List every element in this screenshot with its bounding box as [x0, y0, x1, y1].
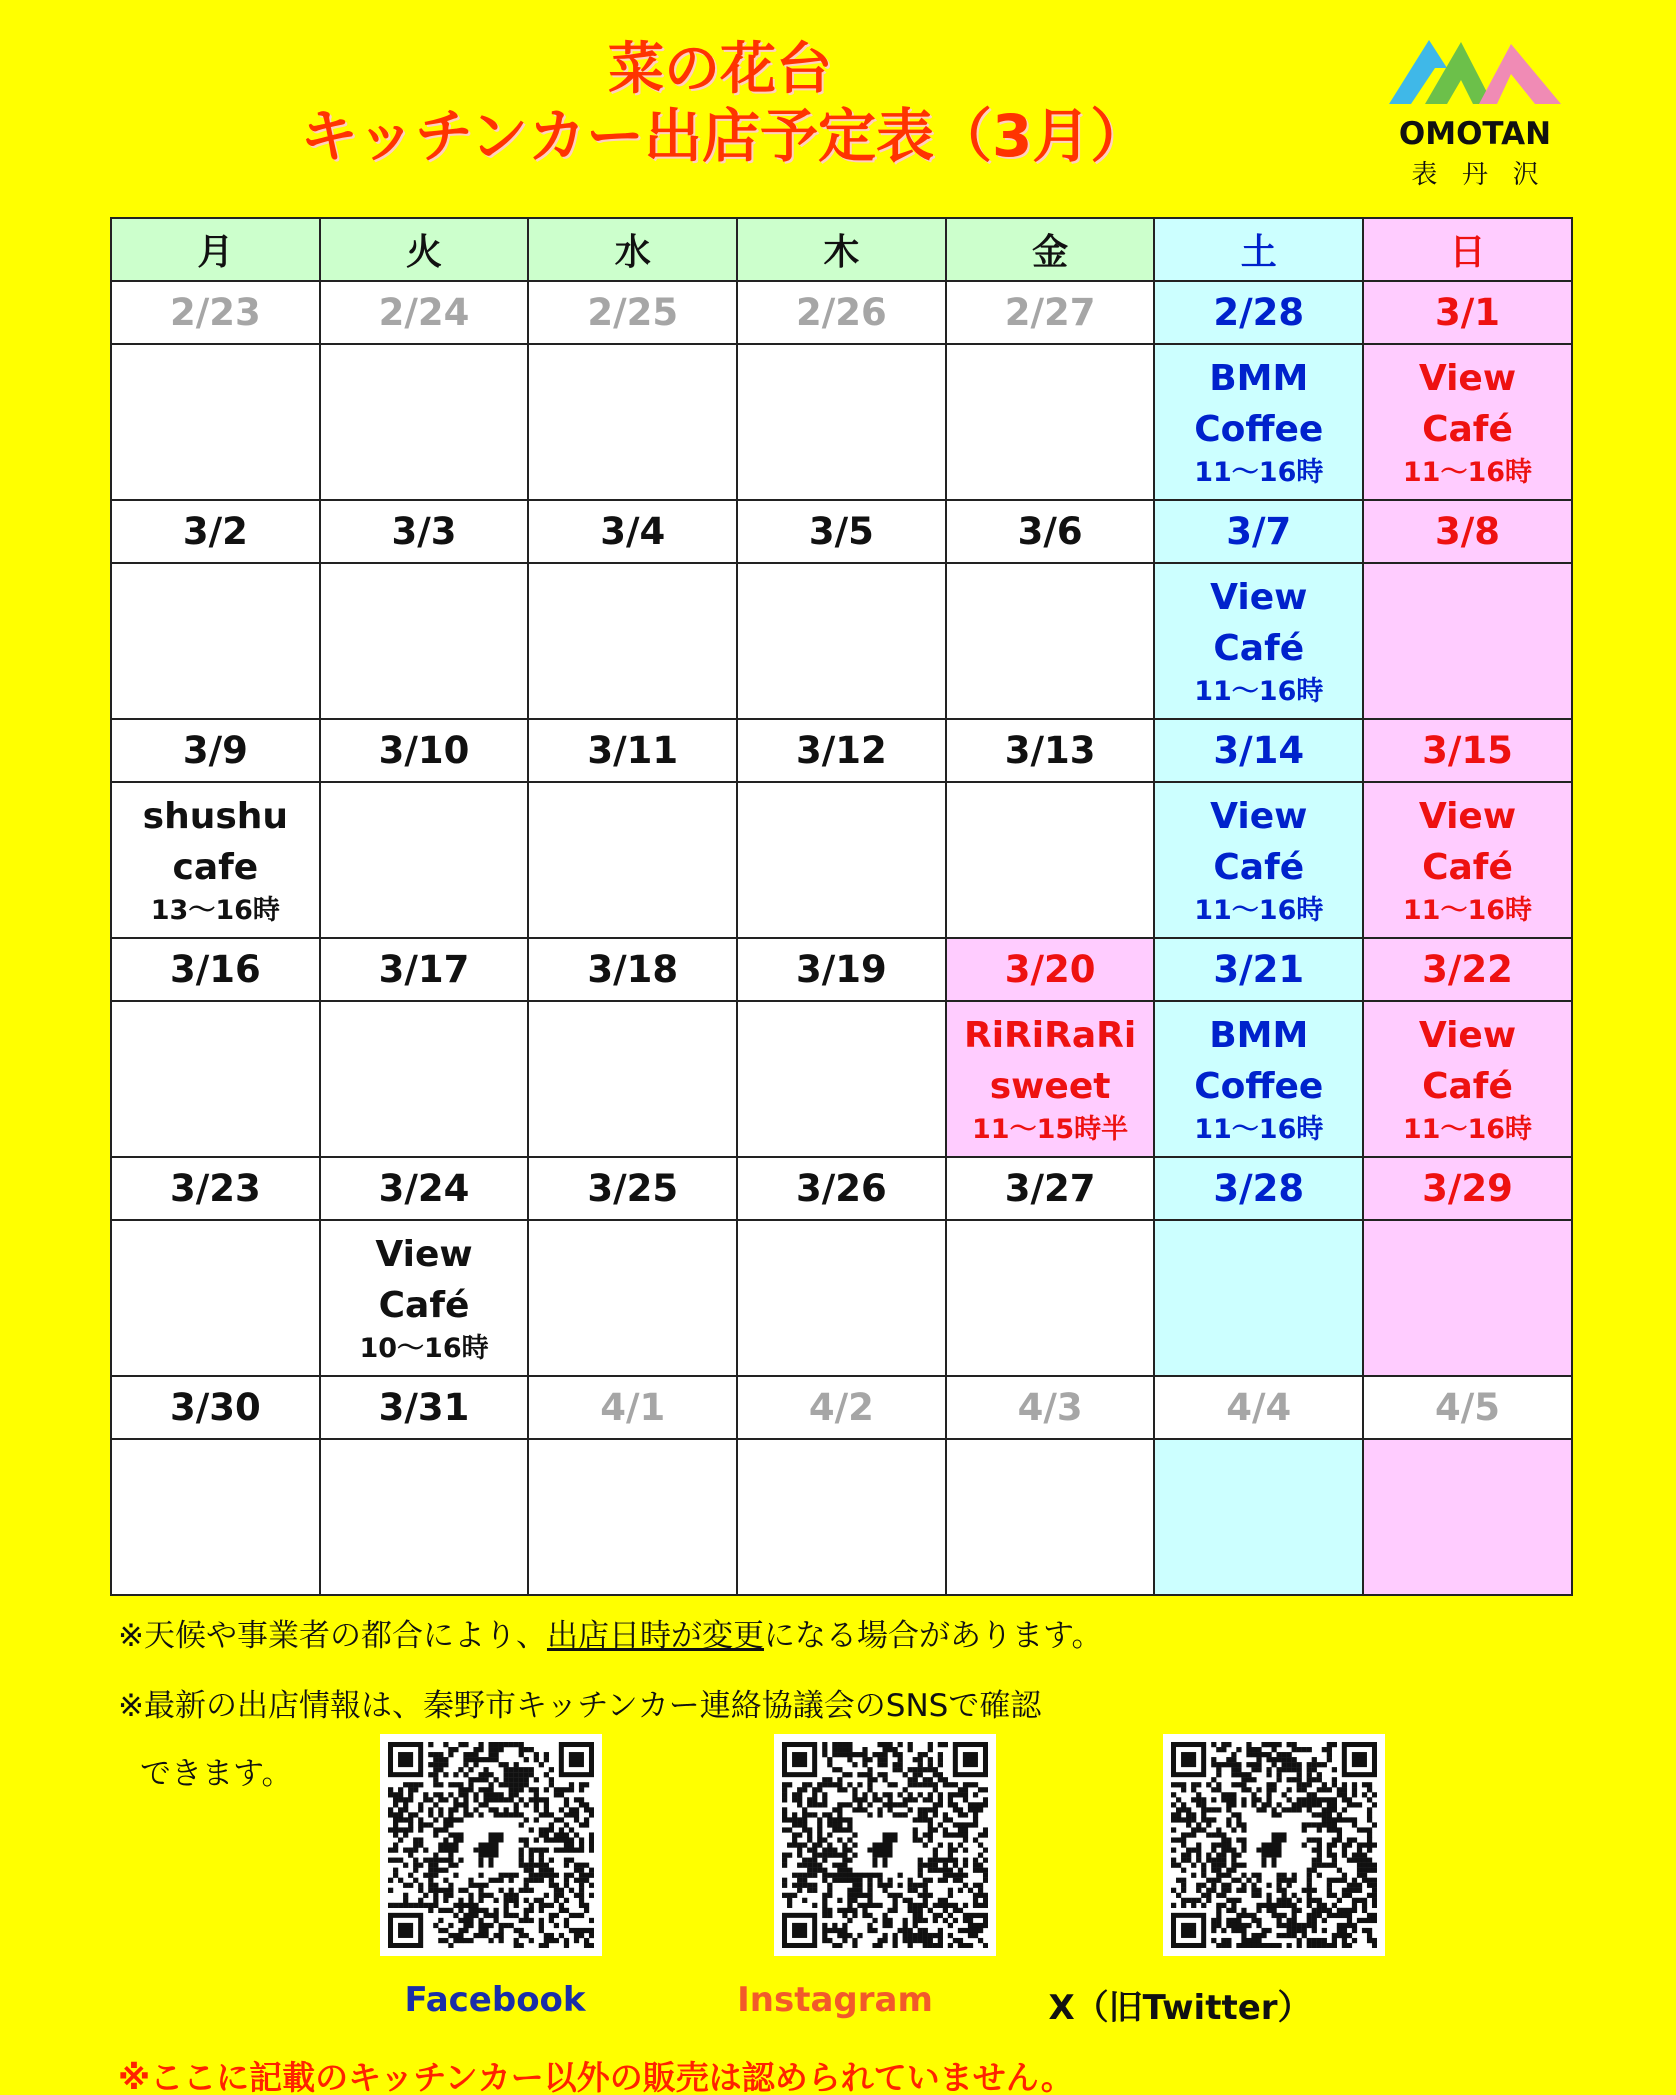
date-cell: 2/26: [737, 281, 946, 344]
qr-code-icon: [388, 1742, 594, 1948]
date-cell: 3/14: [1154, 719, 1363, 782]
weekday-sat: 土: [1154, 218, 1363, 281]
vendor-name-line-1: View: [1418, 1015, 1517, 1056]
vendor-name-line-1: View: [1418, 796, 1517, 837]
weekday-wed: 水: [528, 218, 737, 281]
date-cell: 2/23: [111, 281, 320, 344]
note-change-underlined: 出店日時が変更: [546, 1618, 764, 1654]
date-cell: 3/13: [946, 719, 1155, 782]
date-cell: 3/27: [946, 1157, 1155, 1220]
mountain-logo-icon: [1385, 30, 1565, 114]
vendor-cell-empty: [528, 782, 737, 938]
vendor-cell-empty: [737, 1001, 946, 1157]
vendor-cell-empty: [111, 1001, 320, 1157]
vendor-cell-empty: [737, 1439, 946, 1595]
vendor-row: [111, 344, 1572, 500]
vendor-name-line-2: Café: [1422, 1066, 1513, 1107]
schedule-calendar: [110, 217, 1573, 1596]
vendor-cell-empty: [1154, 1439, 1363, 1595]
vendor-name-line-1: View: [1210, 796, 1308, 837]
vendor-cell-empty: [946, 782, 1155, 938]
date-cell: 3/17: [320, 938, 529, 1001]
title-line-1: 菜の花台: [608, 37, 832, 102]
date-cell: 3/30: [111, 1376, 320, 1439]
weekday-header-row: [111, 218, 1572, 281]
vendor-cell-empty: [528, 1220, 737, 1376]
vendor-name-line-1: View: [375, 1234, 473, 1275]
date-cell: 3/21: [1154, 938, 1363, 1001]
qr-code-icon: [1171, 1742, 1377, 1948]
date-cell: 3/26: [737, 1157, 946, 1220]
vendor-cell-empty: [320, 1001, 529, 1157]
vendor-name-line-1: BMM: [1209, 1015, 1309, 1056]
date-cell: 3/20: [946, 938, 1155, 1001]
logo-kanji-1: 表: [1411, 160, 1438, 190]
vendor-cell-empty: [111, 563, 320, 719]
date-cell: 4/1: [528, 1376, 737, 1439]
vendor-cell-empty: [320, 344, 529, 500]
date-cell: 3/3: [320, 500, 529, 563]
logo-kanji-3: 沢: [1512, 160, 1539, 190]
vendor-cell: [1154, 563, 1363, 719]
note-sns-cont: できます。: [140, 1756, 293, 1792]
vendor-cell-empty: [737, 1220, 946, 1376]
vendor-hours: 11～15時半: [972, 1114, 1129, 1145]
date-cell: 3/12: [737, 719, 946, 782]
warning-text: ※ここに記載のキッチンカー以外の販売は認められていません。: [118, 2058, 1074, 2095]
date-cell: 3/9: [111, 719, 320, 782]
date-row: [111, 1157, 1572, 1220]
date-cell: 3/18: [528, 938, 737, 1001]
vendor-cell-empty: [111, 344, 320, 500]
facebook-label[interactable]: Facebook: [404, 1980, 586, 2020]
vendor-cell-empty: [111, 1220, 320, 1376]
vendor-cell-empty: [111, 1439, 320, 1595]
facebook-qr-code[interactable]: [380, 1734, 602, 1956]
vendor-row: [111, 1001, 1572, 1157]
date-cell: 3/15: [1363, 719, 1572, 782]
vendor-cell: [111, 782, 320, 938]
date-cell: 3/1: [1363, 281, 1572, 344]
weekday-sun: 日: [1363, 218, 1572, 281]
vendor-hours: 11～16時: [1194, 676, 1324, 707]
vendor-hours: 13～16時: [150, 895, 280, 926]
x-twitter-label[interactable]: X（旧Twitter）: [1048, 1988, 1312, 2028]
date-cell: 3/19: [737, 938, 946, 1001]
vendor-cell-empty: [528, 1439, 737, 1595]
vendor-name-line-1: View: [1210, 577, 1308, 618]
note-change: [118, 1610, 1103, 1655]
vendor-cell-empty: [320, 1439, 529, 1595]
vendor-cell-empty: [528, 563, 737, 719]
title-line-2: キッチンカー出店予定表（3月）: [300, 102, 1149, 170]
vendor-cell-empty: [737, 782, 946, 938]
weekday-mon: 月: [111, 218, 320, 281]
vendor-cell-empty: [946, 563, 1155, 719]
date-cell: 3/10: [320, 719, 529, 782]
vendor-hours: 11～16時: [1194, 1114, 1324, 1145]
date-row: [111, 938, 1572, 1001]
weekday-tue: 火: [320, 218, 529, 281]
vendor-hours: 11～16時: [1194, 457, 1324, 488]
vendor-cell: [1363, 782, 1572, 938]
vendor-name-line-2: Café: [378, 1285, 470, 1326]
vendor-name-line-2: Café: [1422, 409, 1513, 450]
vendor-hours: 11～16時: [1194, 895, 1324, 926]
date-cell: 2/25: [528, 281, 737, 344]
date-cell: 3/22: [1363, 938, 1572, 1001]
logo-word: OMOTAN: [1398, 116, 1552, 152]
vendor-row: [111, 563, 1572, 719]
date-row: [111, 500, 1572, 563]
vendor-hours: 11～16時: [1402, 457, 1533, 488]
weekday-fri: 金: [946, 218, 1155, 281]
vendor-name-line-1: shushu: [142, 796, 289, 837]
x-twitter-qr-code[interactable]: [1163, 1734, 1385, 1956]
date-cell: 4/2: [737, 1376, 946, 1439]
omotan-logo: [1385, 30, 1565, 190]
vendor-hours: 11～16時: [1402, 895, 1533, 926]
date-cell: 3/25: [528, 1157, 737, 1220]
vendor-cell-empty: [946, 1220, 1155, 1376]
vendor-name-line-2: Coffee: [1194, 1066, 1324, 1107]
date-cell: 3/4: [528, 500, 737, 563]
date-row: [111, 1376, 1572, 1439]
vendor-hours: 10～16時: [359, 1333, 489, 1364]
vendor-cell: [320, 1220, 529, 1376]
date-row: [111, 281, 1572, 344]
date-cell: 2/27: [946, 281, 1155, 344]
date-cell: 3/7: [1154, 500, 1363, 563]
page-title: [300, 38, 1380, 170]
vendor-cell: [946, 1001, 1155, 1157]
date-cell: 3/8: [1363, 500, 1572, 563]
vendor-cell-empty: [528, 344, 737, 500]
instagram-qr-code[interactable]: [774, 1734, 996, 1956]
date-cell: 3/6: [946, 500, 1155, 563]
vendor-name-line-2: Coffee: [1194, 409, 1324, 450]
logo-kanji: [1385, 154, 1565, 191]
vendor-cell-empty: [946, 1439, 1155, 1595]
instagram-label[interactable]: Instagram: [737, 1980, 933, 2020]
vendor-name-line-1: View: [1418, 358, 1517, 399]
vendor-cell-empty: [320, 782, 529, 938]
date-cell: 2/28: [1154, 281, 1363, 344]
date-cell: 3/24: [320, 1157, 529, 1220]
vendor-name-line-2: Café: [1422, 847, 1513, 888]
logo-kanji-2: 丹: [1461, 160, 1488, 190]
date-cell: 3/2: [111, 500, 320, 563]
vendor-cell-empty: [946, 344, 1155, 500]
vendor-name-line-1: RiRiRaRi: [963, 1015, 1137, 1056]
date-cell: 3/29: [1363, 1157, 1572, 1220]
vendor-hours: 11～16時: [1402, 1114, 1533, 1145]
date-row: [111, 719, 1572, 782]
vendor-name-line-1: BMM: [1209, 358, 1309, 399]
date-cell: 3/16: [111, 938, 320, 1001]
vendor-cell-empty: [1363, 1439, 1572, 1595]
vendor-name-line-2: cafe: [172, 847, 259, 888]
vendor-cell: [1154, 782, 1363, 938]
vendor-cell-empty: [737, 563, 946, 719]
vendor-cell: [1363, 344, 1572, 500]
vendor-row: [111, 782, 1572, 938]
vendor-name-line-2: sweet: [989, 1066, 1111, 1107]
note-change-b: になる場合があります。: [763, 1618, 1103, 1654]
date-cell: 4/3: [946, 1376, 1155, 1439]
vendor-name-line-2: Café: [1213, 628, 1305, 669]
date-cell: 3/31: [320, 1376, 529, 1439]
vendor-row: [111, 1220, 1572, 1376]
vendor-cell: [1363, 1001, 1572, 1157]
note-change-a: ※天候や事業者の都合により、: [118, 1618, 547, 1654]
date-cell: 4/5: [1363, 1376, 1572, 1439]
vendor-name-line-2: Café: [1213, 847, 1305, 888]
vendor-cell-empty: [320, 563, 529, 719]
weekday-thu: 木: [737, 218, 946, 281]
date-cell: 2/24: [320, 281, 529, 344]
vendor-cell-empty: [1363, 1220, 1572, 1376]
date-cell: 3/5: [737, 500, 946, 563]
vendor-cell-empty: [737, 344, 946, 500]
date-cell: 3/28: [1154, 1157, 1363, 1220]
vendor-cell-empty: [1363, 563, 1572, 719]
vendor-cell-empty: [1154, 1220, 1363, 1376]
vendor-cell: [1154, 344, 1363, 500]
note-sns: ※最新の出店情報は、秦野市キッチンカー連絡協議会のSNSで確認: [118, 1688, 1042, 1724]
vendor-cell-empty: [528, 1001, 737, 1157]
vendor-cell: [1154, 1001, 1363, 1157]
date-cell: 4/4: [1154, 1376, 1363, 1439]
qr-code-icon: [782, 1742, 988, 1948]
vendor-row: [111, 1439, 1572, 1595]
date-cell: 3/11: [528, 719, 737, 782]
date-cell: 3/23: [111, 1157, 320, 1220]
